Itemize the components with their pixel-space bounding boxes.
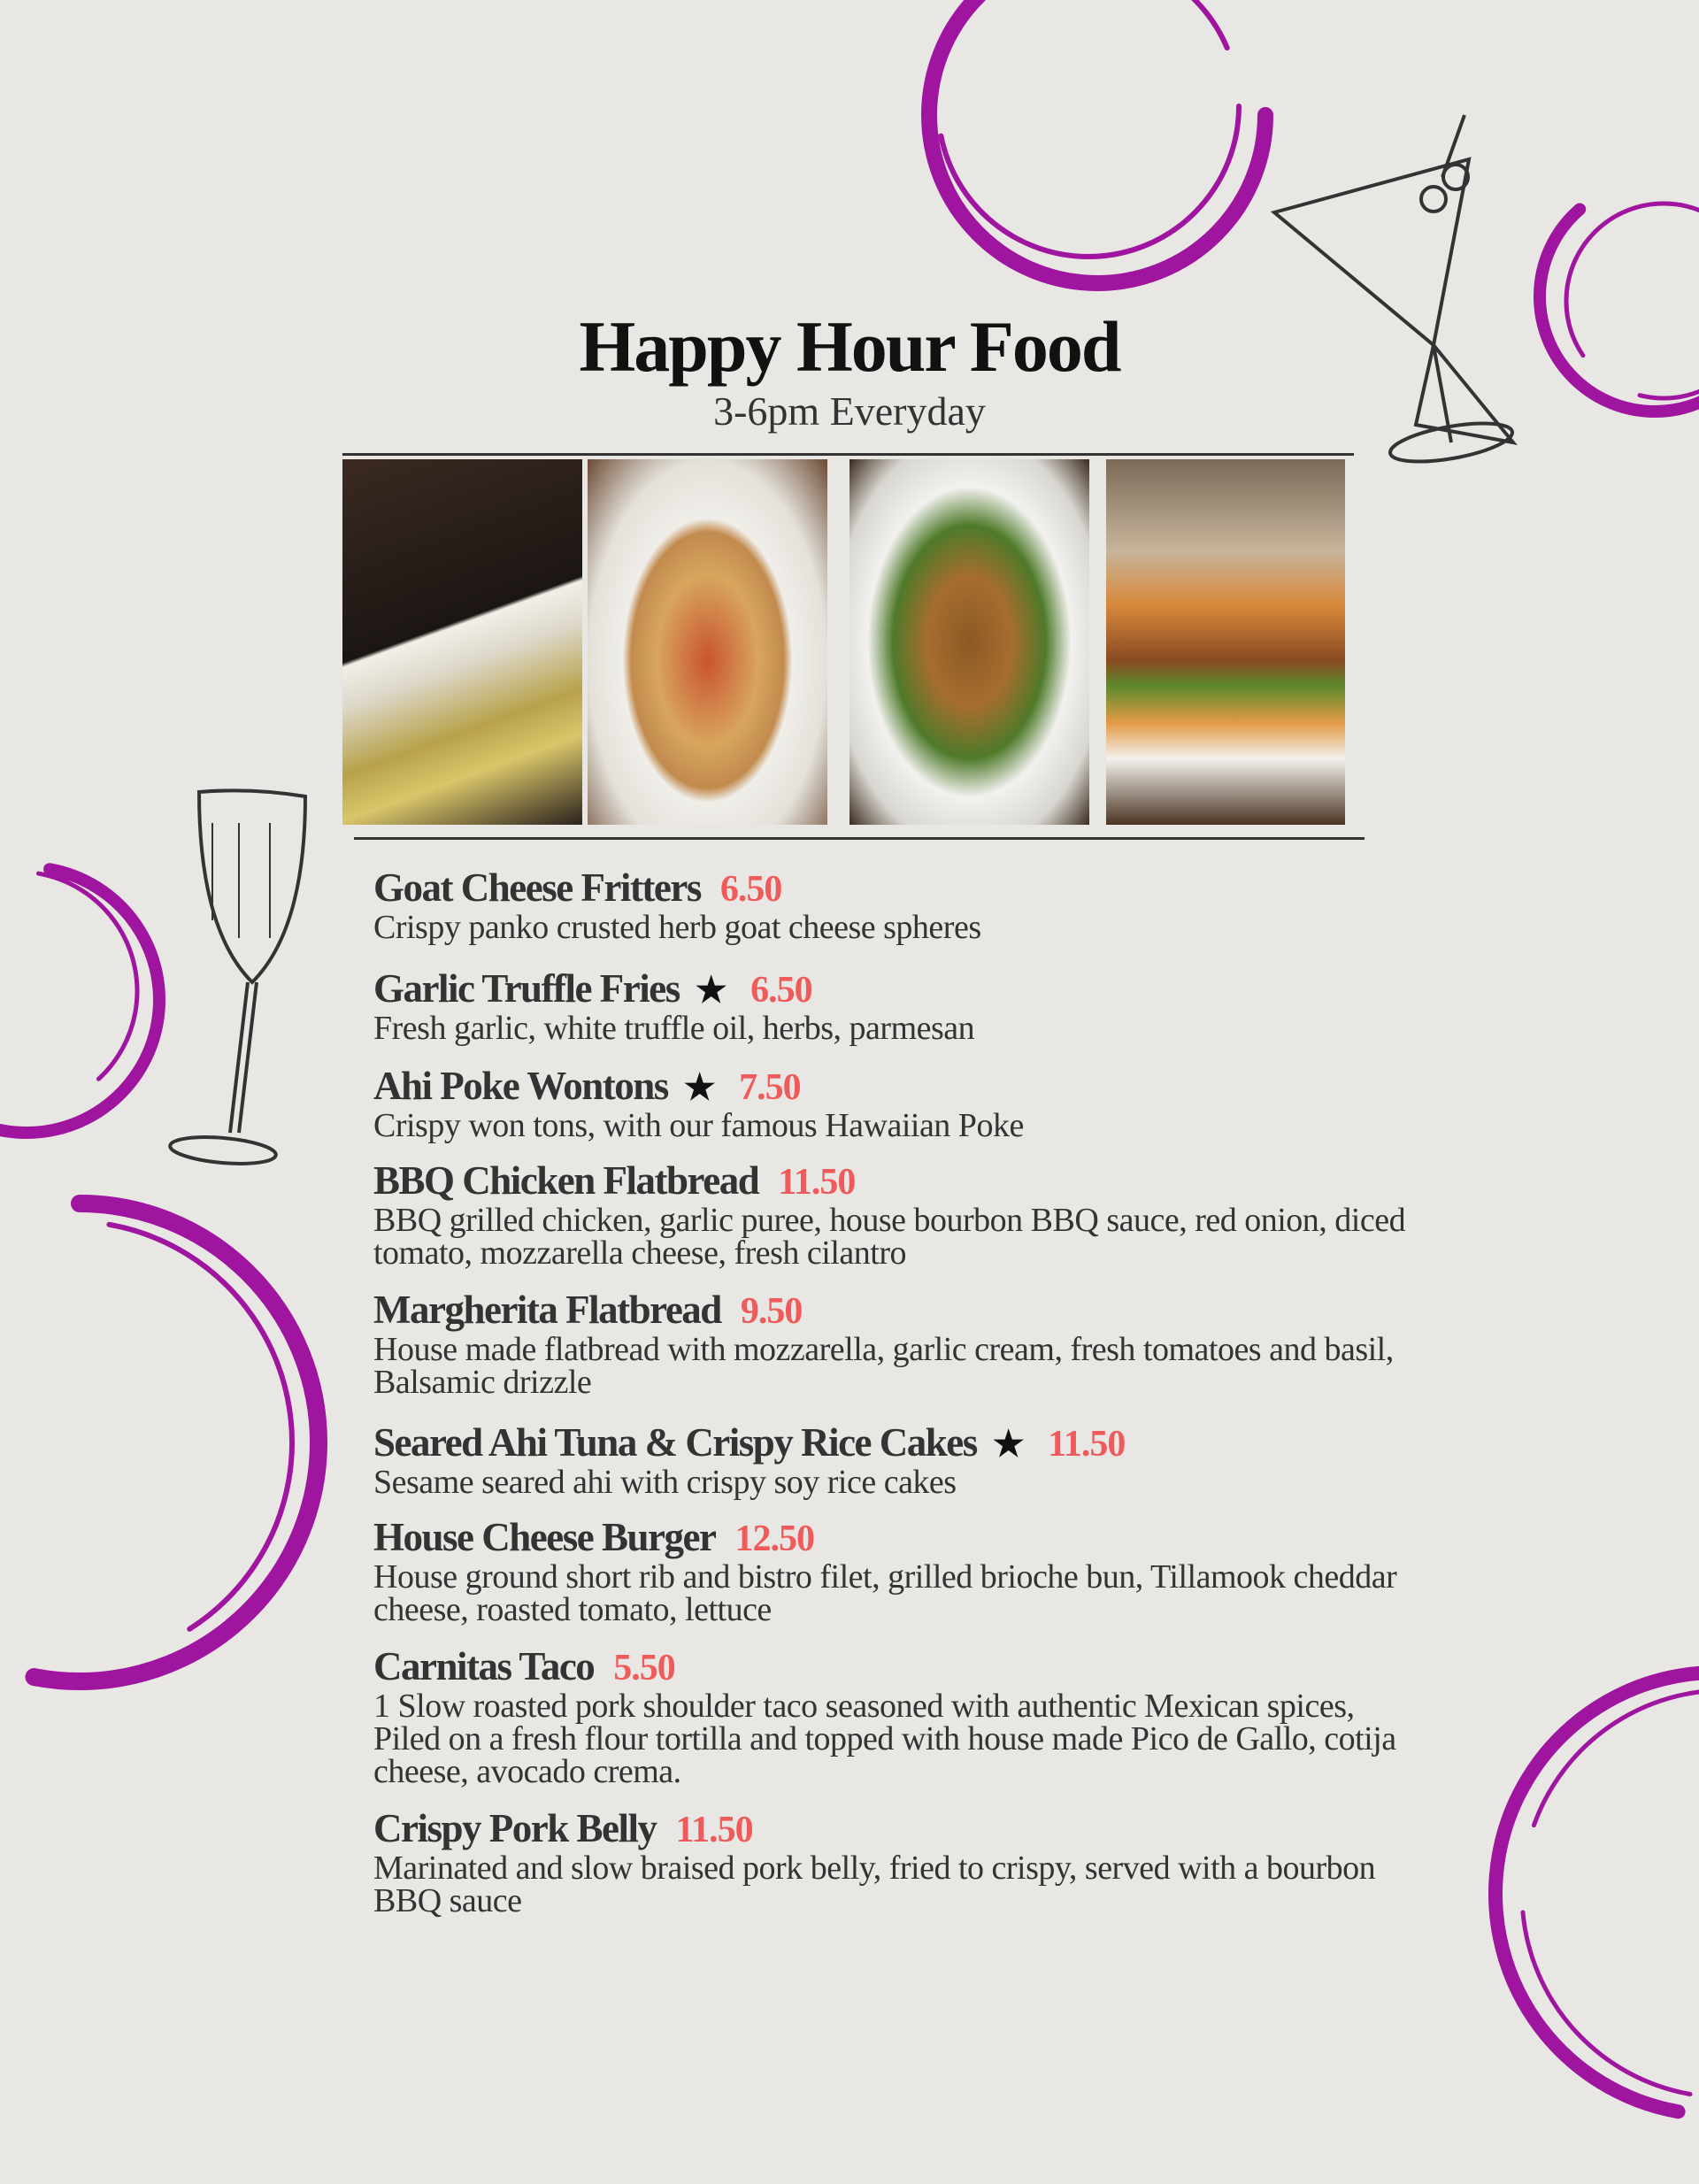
menu-item	[373, 1806, 1418, 1918]
item-price: 11.50	[675, 1810, 753, 1850]
item-description: Fresh garlic, white truffle oil, herbs, parmesan	[373, 1010, 975, 1047]
item-name: Crispy Pork Belly	[373, 1806, 657, 1850]
item-description: House ground short rib and bistro filet, grilled brioche bun, Tillamook cheddar cheese, roasted tomato, lettuce	[373, 1558, 1397, 1628]
item-description: Marinated and slow braised pork belly, fried to crispy, served with a bourbon BBQ sauce	[373, 1849, 1376, 1919]
menu-item-name-line	[373, 1515, 1418, 1561]
item-description: Sesame seared ahi with crispy soy rice cakes	[373, 1464, 957, 1501]
star-icon: ★	[695, 970, 726, 1010]
item-name: Goat Cheese Fritters	[373, 865, 701, 910]
menu-item-name-line	[373, 865, 1418, 911]
wine-ring-bottom-right	[1460, 1637, 1699, 2149]
item-description: Crispy panko crusted herb goat cheese spheres	[373, 909, 981, 946]
wine-ring-left-lower	[0, 1186, 327, 1698]
item-price: 5.50	[613, 1648, 675, 1688]
menu-item	[373, 1515, 1418, 1626]
menu-item-name-line	[373, 966, 1418, 1012]
item-name: Ahi Poke Wontons	[373, 1064, 668, 1108]
bottom-divider	[354, 837, 1365, 840]
item-price: 6.50	[750, 970, 812, 1011]
page-title: Happy Hour Food	[579, 306, 1120, 387]
item-name: Seared Ahi Tuna & Crispy Rice Cakes	[373, 1420, 977, 1465]
menu-item-name-line	[373, 1806, 1418, 1852]
menu-item	[373, 1064, 1418, 1142]
wine-ring-top	[929, 0, 1265, 283]
menu-item	[373, 865, 1418, 944]
menu-item	[373, 1644, 1418, 1788]
menu-item	[373, 1420, 1418, 1499]
item-price: 12.50	[734, 1519, 814, 1559]
item-name: Margherita Flatbread	[373, 1288, 721, 1332]
menu-item	[373, 1158, 1418, 1270]
photo-goat-cheese-fritters	[850, 459, 1089, 825]
menu-item-name-line	[373, 1158, 1418, 1204]
item-price: 11.50	[1048, 1424, 1126, 1465]
item-name: Garlic Truffle Fries	[373, 966, 680, 1011]
photo-margherita-flatbread	[588, 459, 827, 825]
menu-item-name-line	[373, 1064, 1418, 1110]
wine-ring-left-upper	[0, 846, 181, 1154]
item-price: 7.50	[739, 1067, 801, 1108]
menu-item	[373, 1288, 1418, 1399]
star-icon: ★	[683, 1067, 715, 1107]
photo-garlic-truffle-fries	[342, 459, 582, 825]
item-price: 11.50	[778, 1162, 856, 1203]
photo-house-cheese-burger	[1106, 459, 1345, 825]
menu-item-name-line	[373, 1644, 1418, 1690]
menu-item	[373, 966, 1418, 1045]
item-name: BBQ Chicken Flatbread	[373, 1158, 759, 1203]
page-subtitle: 3-6pm Everyday	[713, 388, 986, 434]
item-description: Crispy won tons, with our famous Hawaiian Poke	[373, 1107, 1024, 1144]
item-description: House made flatbread with mozzarella, garlic cream, fresh tomatoes and basil, Balsamic drizzle	[373, 1331, 1394, 1401]
item-description: BBQ grilled chicken, garlic puree, house bourbon BBQ sauce, red onion, diced tomato, mozzarella cheese, fresh cilantro	[373, 1202, 1406, 1272]
top-divider	[342, 453, 1354, 456]
champagne-flute-sketch	[169, 790, 305, 1167]
star-icon: ★	[992, 1424, 1024, 1464]
item-price: 6.50	[719, 869, 782, 910]
item-price: 9.50	[740, 1291, 803, 1332]
menu-item-name-line	[373, 1288, 1418, 1334]
item-description: 1 Slow roasted pork shoulder taco seasoned with authentic Mexican spices, Piled on a fresh flour tortilla and topped with house made Pico de Gallo, cotija cheese, avocado crema.	[373, 1688, 1396, 1790]
item-name: House Cheese Burger	[373, 1515, 716, 1559]
item-name: Carnitas Taco	[373, 1644, 595, 1688]
menu-item-name-line	[373, 1420, 1418, 1466]
